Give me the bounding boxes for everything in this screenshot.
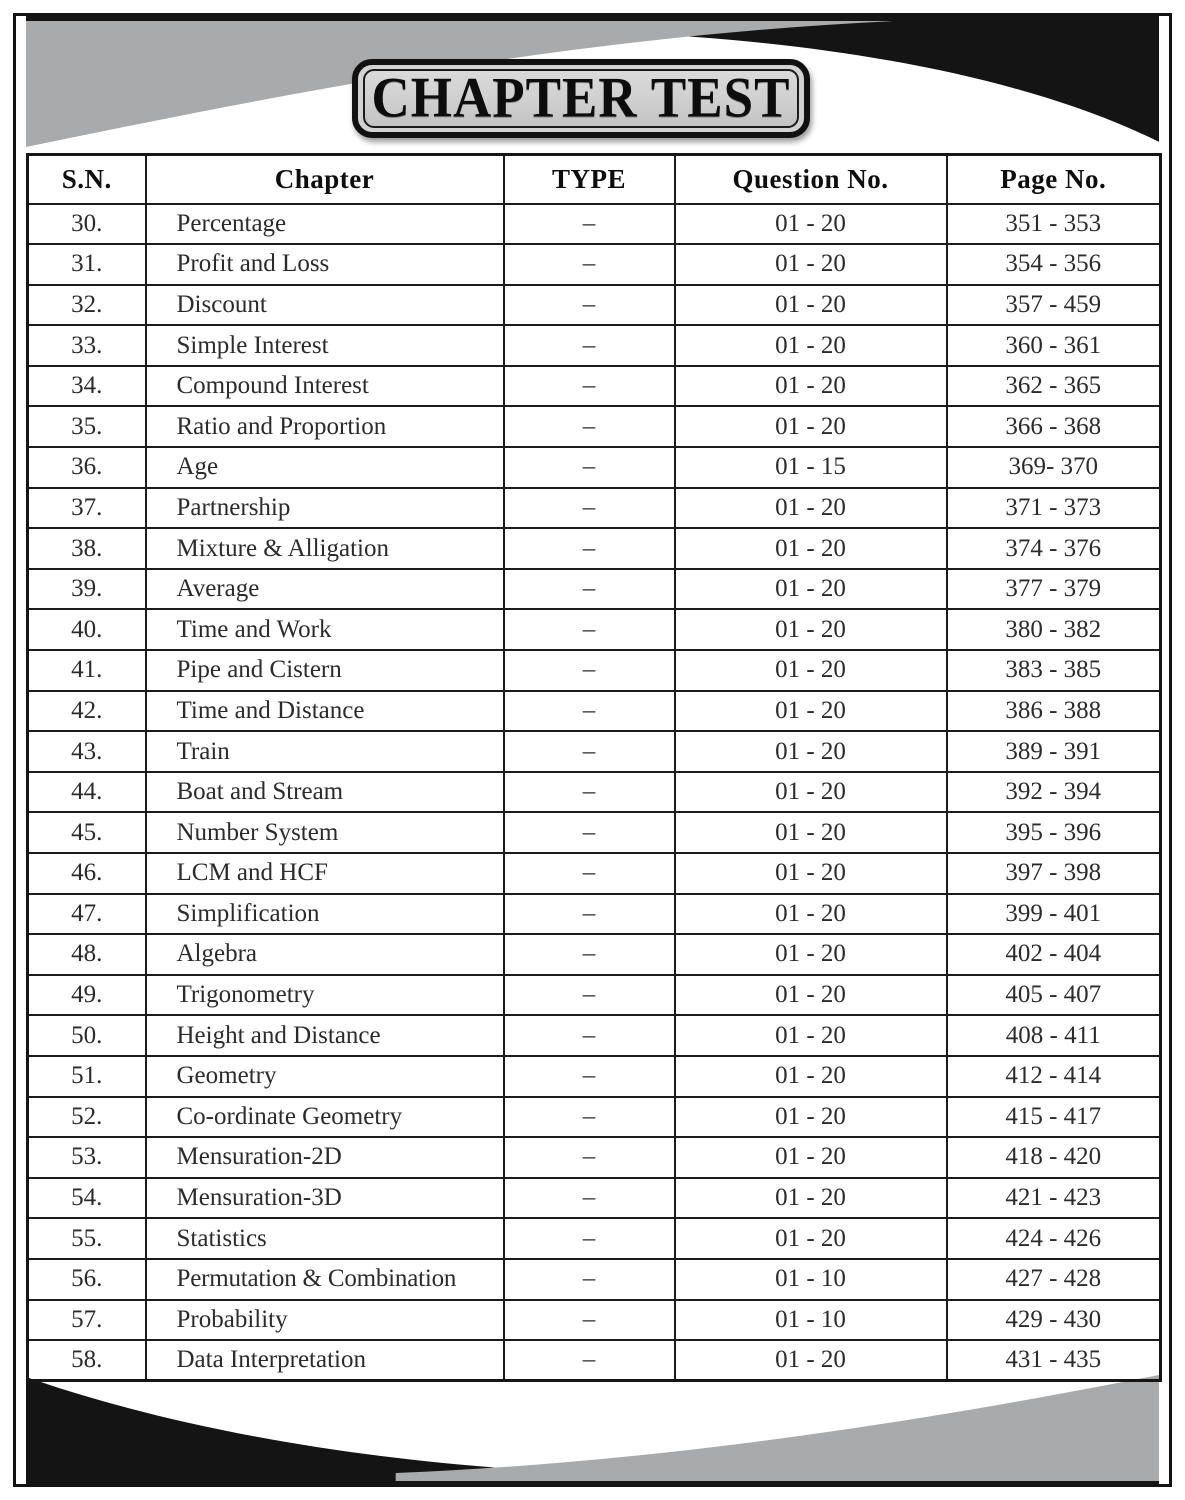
chapter-test-table [26, 153, 1162, 1382]
cell-serial-number: 51. [28, 1056, 146, 1097]
cell-serial-number: 45. [28, 812, 146, 853]
cell-chapter-name: Permutation & Combination [146, 1259, 504, 1300]
table-row [28, 975, 1161, 1016]
col-header-question: Question No. [675, 155, 947, 204]
col-header-chapter: Chapter [146, 155, 504, 204]
cell-serial-number: 40. [28, 609, 146, 650]
cell-page-no: 402 - 404 [947, 934, 1161, 975]
cell-page-no: 362 - 365 [947, 366, 1161, 407]
cell-serial-number: 33. [28, 325, 146, 366]
cell-page-no: 360 - 361 [947, 325, 1161, 366]
cell-question-no: 01 - 20 [675, 1097, 947, 1138]
table-row [28, 366, 1161, 407]
cell-page-no: 421 - 423 [947, 1178, 1161, 1219]
cell-question-no: 01 - 20 [675, 569, 947, 610]
cell-chapter-name: Time and Distance [146, 691, 504, 732]
table-row [28, 1218, 1161, 1259]
cell-type: – [504, 204, 675, 245]
table-row [28, 1097, 1161, 1138]
cell-type: – [504, 488, 675, 529]
cell-serial-number: 38. [28, 528, 146, 569]
table-row [28, 488, 1161, 529]
cell-chapter-name: Geometry [146, 1056, 504, 1097]
table-row [28, 325, 1161, 366]
cell-chapter-name: LCM and HCF [146, 853, 504, 894]
cell-type: – [504, 853, 675, 894]
col-header-page: Page No. [947, 155, 1161, 204]
cell-type: – [504, 1218, 675, 1259]
cell-type: – [504, 934, 675, 975]
cell-page-no: 392 - 394 [947, 772, 1161, 813]
cell-chapter-name: Age [146, 447, 504, 488]
cell-page-no: 408 - 411 [947, 1015, 1161, 1056]
cell-type: – [504, 285, 675, 326]
cell-chapter-name: Train [146, 731, 504, 772]
cell-type: – [504, 894, 675, 935]
col-header-type: TYPE [504, 155, 675, 204]
cell-chapter-name: Statistics [146, 1218, 504, 1259]
table-row [28, 1340, 1161, 1381]
cell-question-no: 01 - 20 [675, 1218, 947, 1259]
cell-serial-number: 36. [28, 447, 146, 488]
cell-type: – [504, 406, 675, 447]
cell-chapter-name: Simplification [146, 894, 504, 935]
cell-question-no: 01 - 20 [675, 366, 947, 407]
cell-type: – [504, 528, 675, 569]
cell-serial-number: 49. [28, 975, 146, 1016]
page-title: CHAPTER TEST [371, 66, 791, 130]
cell-question-no: 01 - 20 [675, 204, 947, 245]
cell-question-no: 01 - 20 [675, 1056, 947, 1097]
cell-type: – [504, 650, 675, 691]
cell-type: – [504, 1340, 675, 1381]
cell-page-no: 418 - 420 [947, 1137, 1161, 1178]
cell-question-no: 01 - 20 [675, 853, 947, 894]
table-row [28, 853, 1161, 894]
cell-question-no: 01 - 20 [675, 528, 947, 569]
cell-chapter-name: Profit and Loss [146, 244, 504, 285]
cell-serial-number: 52. [28, 1097, 146, 1138]
cell-page-no: 415 - 417 [947, 1097, 1161, 1138]
table-row [28, 406, 1161, 447]
table-row [28, 447, 1161, 488]
cell-page-no: 377 - 379 [947, 569, 1161, 610]
cell-type: – [504, 1300, 675, 1341]
table-row [28, 812, 1161, 853]
cell-question-no: 01 - 20 [675, 934, 947, 975]
table-row [28, 1137, 1161, 1178]
cell-serial-number: 41. [28, 650, 146, 691]
cell-page-no: 429 - 430 [947, 1300, 1161, 1341]
cell-serial-number: 39. [28, 569, 146, 610]
cell-chapter-name: Average [146, 569, 504, 610]
cell-type: – [504, 731, 675, 772]
cell-question-no: 01 - 20 [675, 812, 947, 853]
table-row [28, 569, 1161, 610]
cell-page-no: 380 - 382 [947, 609, 1161, 650]
cell-question-no: 01 - 20 [675, 1178, 947, 1219]
cell-question-no: 01 - 20 [675, 1340, 947, 1381]
table-header-row [28, 155, 1161, 204]
cell-serial-number: 53. [28, 1137, 146, 1178]
table-row [28, 691, 1161, 732]
cell-serial-number: 44. [28, 772, 146, 813]
cell-page-no: 351 - 353 [947, 204, 1161, 245]
cell-chapter-name: Mensuration-3D [146, 1178, 504, 1219]
cell-page-no: 389 - 391 [947, 731, 1161, 772]
cell-type: – [504, 975, 675, 1016]
cell-question-no: 01 - 20 [675, 1015, 947, 1056]
cell-page-no: 412 - 414 [947, 1056, 1161, 1097]
cell-serial-number: 35. [28, 406, 146, 447]
table-row [28, 934, 1161, 975]
cell-serial-number: 42. [28, 691, 146, 732]
cell-serial-number: 46. [28, 853, 146, 894]
cell-chapter-name: Percentage [146, 204, 504, 245]
table-row [28, 650, 1161, 691]
col-header-sn: S.N. [28, 155, 146, 204]
cell-page-no: 386 - 388 [947, 691, 1161, 732]
cell-question-no: 01 - 10 [675, 1259, 947, 1300]
cell-serial-number: 57. [28, 1300, 146, 1341]
table-row [28, 772, 1161, 813]
cell-chapter-name: Number System [146, 812, 504, 853]
cell-page-no: 424 - 426 [947, 1218, 1161, 1259]
cell-serial-number: 30. [28, 204, 146, 245]
cell-type: – [504, 609, 675, 650]
cell-chapter-name: Simple Interest [146, 325, 504, 366]
cell-type: – [504, 1178, 675, 1219]
table-row [28, 609, 1161, 650]
cell-serial-number: 43. [28, 731, 146, 772]
cell-page-no: 354 - 356 [947, 244, 1161, 285]
cell-chapter-name: Algebra [146, 934, 504, 975]
cell-type: – [504, 244, 675, 285]
cell-page-no: 427 - 428 [947, 1259, 1161, 1300]
bottom-decorative-band [26, 1374, 1159, 1486]
cell-chapter-name: Mensuration-2D [146, 1137, 504, 1178]
cell-page-no: 395 - 396 [947, 812, 1161, 853]
cell-chapter-name: Pipe and Cistern [146, 650, 504, 691]
cell-question-no: 01 - 20 [675, 244, 947, 285]
cell-chapter-name: Data Interpretation [146, 1340, 504, 1381]
cell-question-no: 01 - 20 [675, 1137, 947, 1178]
cell-chapter-name: Probability [146, 1300, 504, 1341]
cell-type: – [504, 447, 675, 488]
cell-question-no: 01 - 20 [675, 975, 947, 1016]
title-plate [352, 59, 810, 138]
cell-page-no: 371 - 373 [947, 488, 1161, 529]
cell-page-no: 399 - 401 [947, 894, 1161, 935]
cell-chapter-name: Discount [146, 285, 504, 326]
table-row [28, 285, 1161, 326]
cell-type: – [504, 569, 675, 610]
cell-question-no: 01 - 10 [675, 1300, 947, 1341]
table-row [28, 1056, 1161, 1097]
table-row [28, 204, 1161, 245]
table-row [28, 1178, 1161, 1219]
cell-type: – [504, 812, 675, 853]
bottom-right-gray-curve [396, 1375, 1159, 1481]
table-body [28, 204, 1161, 1381]
cell-question-no: 01 - 20 [675, 609, 947, 650]
cell-question-no: 01 - 20 [675, 285, 947, 326]
cell-type: – [504, 1097, 675, 1138]
cell-chapter-name: Boat and Stream [146, 772, 504, 813]
cell-type: – [504, 1056, 675, 1097]
table-row [28, 244, 1161, 285]
cell-question-no: 01 - 15 [675, 447, 947, 488]
table-row [28, 731, 1161, 772]
table-row [28, 894, 1161, 935]
cell-type: – [504, 691, 675, 732]
cell-page-no: 405 - 407 [947, 975, 1161, 1016]
cell-page-no: 383 - 385 [947, 650, 1161, 691]
cell-type: – [504, 1259, 675, 1300]
cell-question-no: 01 - 20 [675, 691, 947, 732]
cell-serial-number: 56. [28, 1259, 146, 1300]
cell-serial-number: 32. [28, 285, 146, 326]
cell-serial-number: 50. [28, 1015, 146, 1056]
cell-type: – [504, 772, 675, 813]
cell-question-no: 01 - 20 [675, 325, 947, 366]
table-row [28, 1300, 1161, 1341]
cell-page-no: 374 - 376 [947, 528, 1161, 569]
cell-question-no: 01 - 20 [675, 488, 947, 529]
cell-question-no: 01 - 20 [675, 650, 947, 691]
cell-type: – [504, 325, 675, 366]
cell-question-no: 01 - 20 [675, 731, 947, 772]
title-plate-inner [363, 66, 799, 130]
cell-chapter-name: Compound Interest [146, 366, 504, 407]
cell-serial-number: 34. [28, 366, 146, 407]
cell-serial-number: 48. [28, 934, 146, 975]
cell-question-no: 01 - 20 [675, 772, 947, 813]
cell-page-no: 357 - 459 [947, 285, 1161, 326]
cell-chapter-name: Trigonometry [146, 975, 504, 1016]
cell-chapter-name: Height and Distance [146, 1015, 504, 1056]
table-row [28, 1015, 1161, 1056]
cell-type: – [504, 1015, 675, 1056]
cell-chapter-name: Time and Work [146, 609, 504, 650]
table-row [28, 1259, 1161, 1300]
cell-chapter-name: Ratio and Proportion [146, 406, 504, 447]
cell-serial-number: 54. [28, 1178, 146, 1219]
cell-serial-number: 58. [28, 1340, 146, 1381]
cell-serial-number: 55. [28, 1218, 146, 1259]
cell-chapter-name: Co-ordinate Geometry [146, 1097, 504, 1138]
cell-page-no: 431 - 435 [947, 1340, 1161, 1381]
cell-question-no: 01 - 20 [675, 406, 947, 447]
cell-type: – [504, 1137, 675, 1178]
cell-serial-number: 31. [28, 244, 146, 285]
cell-page-no: 369- 370 [947, 447, 1161, 488]
cell-serial-number: 47. [28, 894, 146, 935]
cell-serial-number: 37. [28, 488, 146, 529]
cell-chapter-name: Partnership [146, 488, 504, 529]
cell-question-no: 01 - 20 [675, 894, 947, 935]
cell-page-no: 366 - 368 [947, 406, 1161, 447]
cell-page-no: 397 - 398 [947, 853, 1161, 894]
table-row [28, 528, 1161, 569]
cell-type: – [504, 366, 675, 407]
cell-chapter-name: Mixture & Alligation [146, 528, 504, 569]
